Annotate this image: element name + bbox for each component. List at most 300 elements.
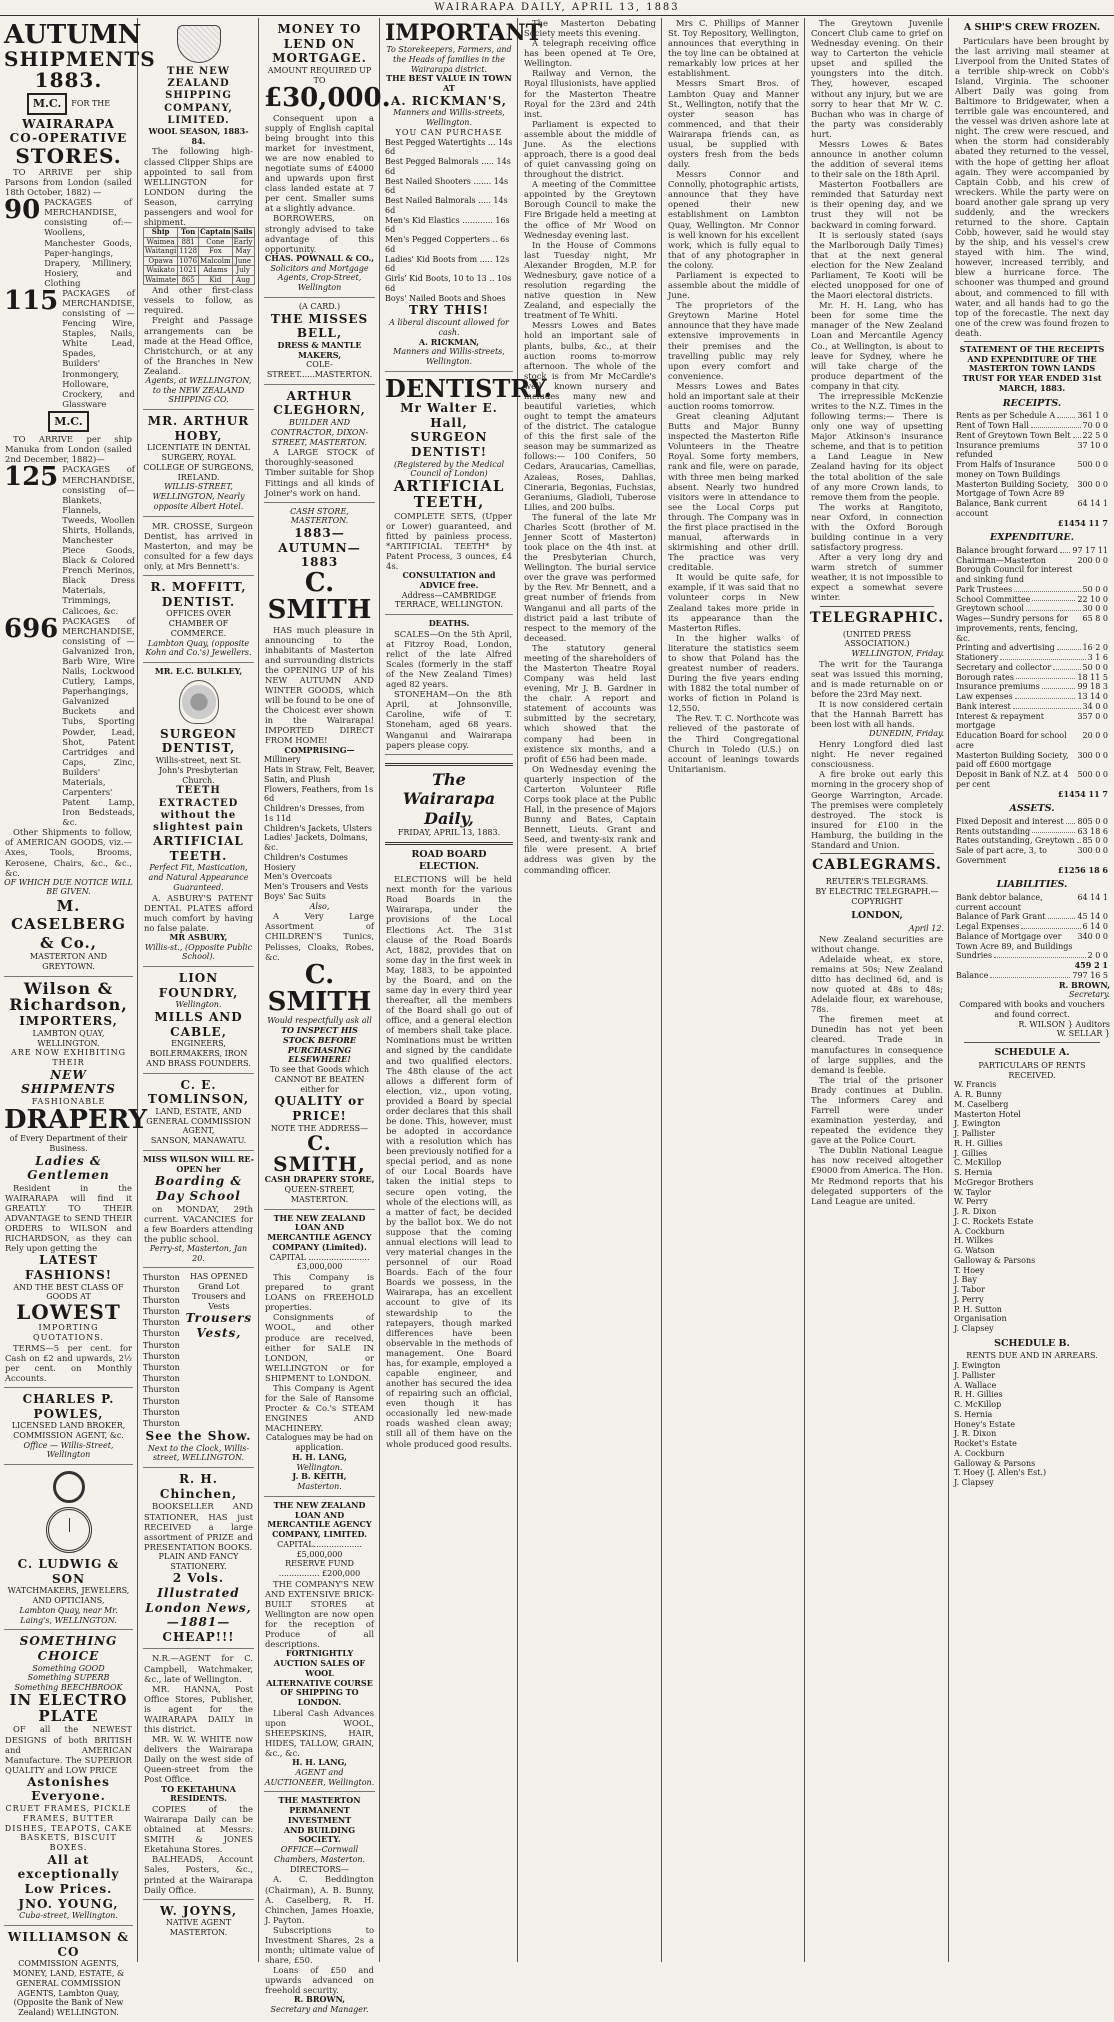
ad-text: Something GOOD <box>32 1663 105 1673</box>
ad-rickman <box>385 18 542 372</box>
ad-moffitt <box>143 576 254 663</box>
row-value: 50 0 0 <box>1082 584 1108 594</box>
news-item: Henry Longford died last night. He never regained consciousness. <box>811 739 943 770</box>
row-label: Legal Expenses <box>956 922 1020 932</box>
ad-powles <box>4 1388 133 1465</box>
table-cell: Opawa <box>144 256 178 266</box>
news-item: In the higher walks of literature the statistics seem to show that Poland has the greatest number of readers. During the five years ending with 1882 the total number of works of fiction in Poland is 12,550. <box>668 632 799 714</box>
ad-text: COMPRISING— <box>284 744 355 755</box>
ad-text: Other Shipments to follow, of AMERICAN GOODS, viz.— Axes, Tools, Brooms, Kerosene, Chairs, &c., &c., &c. <box>5 827 132 878</box>
firm-name: Wilson & Richardson, <box>9 978 128 1015</box>
ad-text: And other first-class vessels to follow, as required. <box>144 285 253 316</box>
ad-heading: TEETH EXTRACTED without the slightest pain <box>153 785 244 833</box>
leader-dots <box>1032 827 1075 834</box>
thurston-name: Thurston <box>143 1340 180 1350</box>
ad-signature: H. H. LANG, <box>292 1757 347 1768</box>
firm-name: A. RICKMAN'S, <box>391 93 507 108</box>
ad-signature: J. B. KEITH, <box>292 1471 347 1482</box>
news-item: Parliament is expected to assemble about the middle of June. As the elections approach, there is a good deal of quiet canvassing going on throughout the district. <box>524 118 656 180</box>
schedule-heading: SCHEDULE B. <box>994 1337 1070 1349</box>
notice-text: COPIES of the Wairarapa Daily can be obtained at Messrs. SMITH & JONES Eketahuna Stores. <box>144 1804 253 1855</box>
row-label: Greytown school <box>956 604 1024 614</box>
notice-text: MR. HANNA, Post Office Stores, Publisher, is agent for the WAIRARAPA DAILY in this district. <box>144 1683 253 1735</box>
table-header: Captain <box>200 227 231 237</box>
table-heading: EXPENDITURE. <box>989 532 1075 544</box>
firm-name: R. H. Chinchen, <box>159 1472 238 1501</box>
notice-text: BALHEADS, Account Sales, Posters, &c., printed at the Wairarapa Daily Office. <box>144 1854 253 1895</box>
news-item: The Masterton Debating Society meets this evening. <box>524 18 656 39</box>
statement-row <box>954 731 1110 751</box>
ad-text: PLAIN AND FANCY STATIONERY. <box>158 1551 239 1571</box>
ad-text: A liberal discount allowed for cash. <box>389 318 509 337</box>
statement-row <box>954 932 1110 952</box>
statement-row <box>954 712 1110 732</box>
row-value: 63 18 6 <box>1077 826 1108 836</box>
ad-text: ENGINEERS, BOILERMAKERS, IRON AND BRASS FOUNDERS. <box>146 1039 251 1068</box>
row-value: 85 0 0 <box>1082 836 1108 846</box>
ad-heading: MONEY TO LEND ON MORTGAGE. <box>272 22 367 66</box>
ad-text: QUEEN-STREET, MASTERTON. <box>284 1185 355 1204</box>
ad-heading: IMPORTANT <box>385 20 542 46</box>
ad-heading: THE NEW ZEALAND SHIPPING COMPANY, LIMITED. <box>164 66 233 126</box>
statement-row <box>954 585 1110 595</box>
deaths-section <box>385 615 513 755</box>
ad-heading: CHEAP!!! <box>162 1629 235 1644</box>
ad-heading: All at exceptionally Low Prices. <box>17 1852 120 1897</box>
table-header: Ton <box>178 228 199 238</box>
ad-text: THE COMPANY'S NEW AND EXTENSIVE BRICK-BUILT STORES at Wellington are now open for the reception of Produce of all descriptions. <box>265 1578 374 1650</box>
schedule-sub: PARTICULARS OF RENTS RECEIVED. <box>978 1060 1086 1080</box>
ad-text: AMOUNT REQUIRED UP TO <box>267 65 372 85</box>
firm-name: ARTHUR CLEGHORN, <box>273 388 366 418</box>
ad-text: BOOKSELLER AND STATIONER, HAS just RECEIVED a large assortment of PRIZE and PRESENTATION BOOKS. <box>144 1501 253 1552</box>
ad-school <box>143 1151 254 1269</box>
row-label: Printing and advertising <box>956 643 1055 653</box>
ad-text: This Company is prepared to grant LOANS on FREEHOLD properties. <box>265 1272 374 1313</box>
ad-text: Liberal Cash Advances upon WOOL, SHEEPSKINS, HAIR, HIDES, TALLOW, GRAIN, &c., &c. <box>265 1707 374 1759</box>
ad-heading: QUALITY or PRICE! <box>274 1094 365 1123</box>
row-label: Insurance premiums <box>956 682 1040 692</box>
amount: £30,000. <box>264 83 391 114</box>
firm-name: M. CASELBERG & Co., <box>11 897 126 952</box>
leader-dots <box>1077 836 1081 843</box>
leader-dots <box>1016 673 1076 680</box>
news-item: Great cleaning Adjutant Butts and Major Bunny inspected the Masterton Rifle Volunteers in the Theatre Royal. Some forty members, rank and file, were on parade, with three men being marked absent. Nearly two hundred visitors were in attendance to see the Local Corps put through. The Company was in the first place practised in the manual, afterwards in skirmishing and other drill. The practice was very creditable. <box>668 411 799 573</box>
ad-text: SANSON, MANAWATU. <box>150 1136 247 1146</box>
ad-text: of Every Department of their Business. <box>9 1134 128 1153</box>
table-cell: 881 <box>178 237 199 247</box>
ad-text: Next to the Clock, Willis-street, WELLINGTON. <box>147 1443 250 1463</box>
table-row <box>144 247 255 257</box>
leader-dots <box>1042 682 1076 689</box>
leader-dots <box>1021 922 1080 929</box>
table-cell: Early <box>233 237 253 246</box>
row-label: Stationery <box>956 653 999 663</box>
row-value: 357 0 0 <box>1077 711 1108 721</box>
news-item: Messrs Smart Bros. of Lambton Quay and Manner St., Wellington, notify that the oyster season has commenced, and that their Wairarapa friends can, as usual, be supplied with oysters fresh from the beds daily. <box>668 78 799 170</box>
ladies-heading: Ladies & Gentlemen <box>27 1153 110 1183</box>
news-item: Mrs C. Phillips of Manner St. Toy Repository, Wellington, announces that everything in the toy line can be obtained at remarkably low prices at her establishment. <box>668 18 799 79</box>
ad-text: CAPITAL ........................ £3,000,000 <box>269 1252 370 1272</box>
ad-text: A Very Large Assortment of CHILDREN'S Tunics, Pelisses, Cloaks, Robes, &c. <box>265 911 374 962</box>
statement-row <box>954 893 1110 913</box>
ad-text: NOTE THE ADDRESS— <box>270 1123 369 1133</box>
ad-chinchen <box>143 1468 254 1649</box>
row-label: Deposit in Bank of N.Z. at 4 per cent <box>956 770 1069 789</box>
table-cell: Aug <box>232 275 254 285</box>
firm-location: Office — Willis-Street, Wellington <box>23 1440 114 1460</box>
ad-text: Willis-st., (Opposite Public School). <box>144 942 253 962</box>
news-item: The Dublin National League has now received altogether £9000 from America. The Hon. Mr Redmond reports that his delegated supporters of the Land League are united. <box>811 1145 943 1206</box>
news-item: The firemen meet at Dunedin has not yet been cleared. Trade in manufactures in consequence of large supplies, and the demand is feeble. <box>811 1014 943 1075</box>
notice-heading: TO EKETAHUNA RESIDENTS. <box>161 1783 236 1804</box>
liabilities-total <box>954 961 1110 971</box>
ad-text: Willis-street, next St. John's Presbyterian Church. <box>155 756 242 785</box>
news-item: Messrs Lowes and Bates hold an important sale at their auction rooms tomorrow. <box>668 380 799 411</box>
news-item: The proprietors of the Greytown Marine Hotel announce that they have made extensive improvements in their premises and the travelling public may rely upon every comfort and convenience. <box>668 300 799 381</box>
thurston-name: Thurston <box>143 1396 180 1406</box>
ad-text: PACKAGES of MERCHANDISE, consisting of — Galvanized Iron, Barb Wire, Wire Nails, Lockwood Cutlery, Lamps, Paperhangings, Galvanized Buckets and Tubs, Sporting Powder, Lead, Shot, Patent Cartridges and Caps, Zinc, Builders' Materials, Carpenters' Patent Lamp, Iron Bedsteads, &c. <box>62 615 135 828</box>
row-value: 22 5 0 <box>1082 430 1108 440</box>
mc-logo: M.C. <box>48 411 88 432</box>
ad-text: AGENT and AUCTIONEER, Wellington. <box>264 1767 375 1787</box>
ad-text: A LARGE STOCK of thoroughly-seasoned Timber suitable for Shop Fittings and all kinds of Joiner's work on hand. <box>265 447 374 498</box>
statement-row <box>954 546 1110 556</box>
ships-table <box>143 227 255 285</box>
statement-row <box>954 912 1110 922</box>
news-item: A fire broke out early this morning in the grocery shop of George Warrington, Arcade. The premises were completely destroyed. The stock is insured for £100 in the Hamburg, the building in the Standard and Union. <box>811 769 943 850</box>
table-cell: 1128 <box>179 247 198 256</box>
ad-text: DRESS & MANTLE MAKERS, <box>277 339 362 360</box>
row-value: 16 2 0 <box>1082 643 1108 653</box>
leader-dots <box>1066 817 1076 824</box>
latest-fashions: LATEST FASHIONS! <box>24 1253 113 1282</box>
leader-dots <box>1048 912 1076 919</box>
ad-text: FASHIONABLE <box>31 1097 106 1107</box>
firm-sub: IMPORTERS, <box>19 1014 118 1029</box>
row-value: 340 0 0 <box>1077 931 1108 941</box>
row-label: Borough rates <box>956 672 1014 682</box>
statement-row <box>954 421 1110 431</box>
table-row <box>144 237 255 247</box>
statement-row <box>954 702 1110 712</box>
notice-text: STONEHAM—On the 8th April, at Johnsonville, Caroline, wife of T. Stoneham, aged 68 years. Wanganui and Wairarapa papers please copy. <box>386 689 512 750</box>
thurston-name: Thurston <box>143 1329 180 1339</box>
ad-title: AUTUMN <box>4 20 142 50</box>
receipts-total <box>954 519 1110 529</box>
ad-text: Perfect Fit, Mastication, and Natural Appearance Guaranteed. <box>148 863 249 892</box>
ad-text: Wellington. <box>175 1000 222 1010</box>
ad-cleghorn <box>264 385 375 503</box>
statement-row <box>954 692 1110 702</box>
firm-name: WILLIAMSON & CO <box>7 1930 130 1959</box>
count-696: 696 <box>4 613 59 644</box>
ad-heading: TRY THIS! <box>408 303 490 318</box>
ad-ludwig <box>4 1465 133 1630</box>
ad-text: Subscriptions to Investment Shares, 2s a month; ultimate value of share, £50. <box>265 1924 374 1966</box>
ad-text: Wellington. <box>296 1462 343 1472</box>
dateline: April 12. <box>908 923 944 933</box>
statement-row <box>954 827 1110 837</box>
table-cell: Malcolm <box>200 256 231 265</box>
ad-heading: 2 Vols. <box>172 1571 225 1586</box>
total-value: £1454 11 7 <box>1057 788 1108 799</box>
notice-text: N.R.—AGENT for C. Campbell, Watchmaker, &c., late of Wellington. <box>144 1653 253 1684</box>
mc-logo: M.C. <box>27 93 67 114</box>
statement-row <box>954 480 1110 500</box>
statement-row <box>954 836 1110 846</box>
assets-list <box>954 817 1110 866</box>
ad-text: Perry-st, Masterton, Jan 20. <box>149 1243 248 1263</box>
ad-text: A. ASBURY'S PATENT DENTAL PLATES afford much comfort by having no false palate. <box>144 892 253 933</box>
statement-row <box>954 431 1110 441</box>
column-8 <box>950 18 1114 1962</box>
thurston-name: Thurston <box>143 1407 180 1417</box>
ad-text: Address—CAMBRIDGE TERRACE, WELLINGTON. <box>394 590 504 610</box>
ad-text: OF all the NEWEST DESIGNS of both BRITISH and AMERICAN Manufacture. The SUPERIOR QUALITY and LOW PRICE <box>5 1724 132 1775</box>
ad-text: IMPORTING QUOTATIONS. <box>33 1323 104 1342</box>
row-label: Wages—Sundry persons for improvements, rents, fencing, &c. <box>956 614 1078 643</box>
count-125: 125 <box>4 462 59 493</box>
ad-text: NEW SHIPMENTS <box>21 1067 116 1097</box>
firm-name: JNO. YOUNG, <box>18 1896 119 1911</box>
firm-name: THE MISSES BELL, <box>270 311 369 341</box>
news-item: Masterton Footballers are reminded that Saturday next is their opening day, and we trust they will not be backward in coming forward. <box>811 179 943 230</box>
table-cell: Waimate <box>145 275 176 284</box>
ad-crosse <box>143 517 254 576</box>
ad-text: Manners and Willis-streets, Wellington. <box>393 108 505 128</box>
liabilities-list <box>954 893 1110 961</box>
news-item: Adelaide wheat, ex store, remains at 50s; New Zealand ditto has declined 6d, and is now quoted at 48s to 48s; Adelaide flour, ex warehouse, 78s. <box>811 953 943 1015</box>
ad-signature: R. BROWN, <box>293 1994 346 2005</box>
ad-text: PACKAGES of MERCHANDISE, consisting of — Fencing Wire, Staples, Nails, White Lead, Spades, Builders' Ironmongery, Holloware, Crockery, and Glassware <box>62 287 135 409</box>
firm-name: MILLS AND CABLE, <box>154 1010 243 1039</box>
table-cell: Waikato <box>144 266 178 276</box>
row-value: 64 14 1 <box>1077 499 1108 508</box>
news-item: The Rev. T. C. Northcote was relieved of the pastorate of the Third Congregational Church in Toledo (U.S.) on account of leanings towards Unitarianism. <box>668 713 799 774</box>
ad-text: Secretary and Manager. <box>270 2005 369 2015</box>
total-value: £1454 11 7 <box>1057 517 1108 528</box>
leader-dots <box>1057 411 1075 418</box>
leader-dots <box>1015 692 1076 699</box>
ad-heading: SURGEON DENTIST, <box>160 726 237 756</box>
news-item: The statutory general meeting of the shareholders of the Masterton Theatre Royal Company was held last evening, Mr J. B. Gardner in the chair. A report and statement of accounts was submitted by the secretary, which showed that the company had been in existence six months, and a profit of £56 had been made. <box>524 642 656 764</box>
expenditure-list <box>954 546 1110 790</box>
statement-heading: STATEMENT OF THE RECEIPTS AND EXPENDITURE OF THE MASTERTON TOWN LANDS TRUST FOR YEAR ENDED 31st MARCH, 1883. <box>959 343 1105 393</box>
row-value: 805 0 0 <box>1077 816 1108 826</box>
table-cell: Fox <box>199 247 233 257</box>
ad-misses-bell <box>264 298 375 385</box>
ad-sub: WOOL SEASON, 1883-84. <box>148 125 249 146</box>
balance-label: Balance <box>956 970 989 980</box>
notice-text: MR. W. W. WHITE now delivers the Wairarapa Daily on the west side of Queen-street from the Post Office. <box>144 1734 253 1785</box>
row-value: 97 17 11 <box>1072 545 1108 555</box>
leader-dots <box>1073 431 1081 438</box>
ad-text: OFFICE—Cornwall Chambers, Masterton. <box>273 1845 366 1864</box>
news-item: In the House of Commons last Tuesday night, Mr Alexander Brogden, M.P. for Wednesbury, gave notice of a resolution regarding the native question in New Zealand, and especially the treatment of Te Whiti. <box>524 239 656 321</box>
statement-row <box>954 817 1110 827</box>
issue-date: FRIDAY, APRIL 13, 1883. <box>397 828 501 838</box>
ad-lion-foundry <box>143 967 254 1074</box>
thurston-name: Thurston <box>143 1374 180 1384</box>
firm-name: C. SMITH, <box>273 1131 366 1177</box>
row-value: 64 14 1 <box>1077 892 1108 902</box>
dateline: LONDON, <box>851 910 903 922</box>
ad-text: CASH DRAPERY STORE, <box>264 1174 375 1185</box>
row-value: 300 0 0 <box>1077 479 1108 489</box>
ad-heading: AND BUILDING SOCIETY. <box>283 1824 356 1845</box>
ad-text: HAS much pleasure in announcing to the inhabitants of Masterton and surrounding districts the OPENING UP of his NEW AUTUMN AND WINTER GOODS, which will be found to be one of the Choicest ever shown in the Wairarapa! IMPORTED DIRECT FROM HOME! <box>265 624 374 746</box>
coop-name-2: CO-OPERATIVE <box>9 131 128 146</box>
ad-nz-shipping <box>143 18 254 410</box>
firm-name: MR. E.C. BULKLEY, <box>154 666 243 677</box>
table-row <box>144 256 255 266</box>
thurston-name: Thurston <box>143 1284 180 1294</box>
ad-heading: THE MASTERTON PERMANENT INVESTMENT <box>278 1795 361 1825</box>
row-label: Law expenses <box>956 692 1013 702</box>
ad-text: ARE NOW EXHIBITING THEIR <box>10 1048 127 1068</box>
ad-text: Consequent upon a supply of English capital being brought into this market for investment, we are now enabled to negotiate sums of £4000 and upwards upon first class landed estate at 7 per cent. Smaller sums at a slightly advance. <box>265 112 374 214</box>
dateline: WELLINGTON, Friday. <box>851 649 944 659</box>
electro-heading: IN ELECTRO PLATE <box>9 1690 128 1725</box>
row-value: 300 0 0 <box>1077 846 1108 856</box>
table-heading: RECEIPTS. <box>1002 397 1062 409</box>
ad-heading: See the Show. <box>145 1429 252 1444</box>
news-item: New Zealand securities are without change. <box>811 933 943 954</box>
row-label: Balance, Bank current account <box>956 499 1048 518</box>
article-heading: A SHIP'S CREW FROZEN. <box>963 22 1101 33</box>
row-value: 22 10 0 <box>1077 594 1108 604</box>
ad-text: Solicitors and Mortgage Agents, Crop-Street, Wellington <box>270 263 369 293</box>
statement-row <box>954 751 1110 771</box>
row-value: 34 0 0 <box>1082 701 1108 711</box>
leader-dots <box>1060 546 1070 553</box>
row-value: 6 14 0 <box>1082 922 1108 932</box>
ad-text: HAS OPENED Grand Lot Trousers and Vests <box>189 1272 248 1311</box>
firm-name: CHAS. POWNALL & CO., <box>264 252 375 263</box>
table-cell: July <box>232 266 254 276</box>
section-sub: BY ELECTRIC TELEGRAPH.—COPYRIGHT <box>815 886 939 906</box>
news-item: A meeting of the Committee appointed by the Greytown Borough Council to make the Fire Brigade held a meeting at the office of Mr Wood on Wednesday evening last. <box>524 179 656 240</box>
row-value: 2 0 0 <box>1087 951 1108 961</box>
thurston-name: Thurston <box>143 1418 180 1428</box>
statement-row <box>954 604 1110 614</box>
coat-of-arms-icon <box>179 680 219 724</box>
ad-heading: ALTERNATIVE COURSE OF SHIPPING TO LONDON. <box>266 1677 373 1708</box>
table-cell: May <box>232 247 254 257</box>
ad-text: BORROWERS, on strongly advised to take advantage of this opportunity. <box>265 213 374 254</box>
table-row <box>144 266 255 276</box>
row-label: Sundries <box>956 951 993 961</box>
row-value: 50 0 0 <box>1082 662 1108 672</box>
ad-heading: THE NEW ZEALAND LOAN AND MERCANTILE AGENCY COMPANY (Limited). <box>267 1212 372 1252</box>
leader-dots <box>1014 585 1080 592</box>
coop-name-3: STORES. <box>15 143 122 168</box>
ad-text: To see that Goods which CANNOT BE BEATEN either for <box>269 1065 370 1094</box>
table-heading: LIABILITIES. <box>996 879 1068 891</box>
news-item: The trial of the prisoner Brady continues at Dublin. The informers Carey and Farrell were under examination yesterday, and repeated the evidence they gave at the Police Court. <box>811 1074 943 1146</box>
ad-nz-loan-agency <box>264 1210 375 1497</box>
statement-row <box>954 643 1110 653</box>
divider <box>820 606 934 607</box>
leader-dots <box>1000 653 1085 660</box>
goods-list: Millinery Hats in Straw, Felt, Beaver, Satin, and Plush Flowers, Feathers, from 1s 6d Children's Dresses, from 1s 11d Children's Jackets, Ulsters Ladies' Jackets, Dolmans, &c. Children's Costumes Hosiery Men's Overcoats Men's Trousers and Vests Boys' Sac Suits <box>264 755 375 901</box>
firm-name: R. MOFFITT, DENTIST. <box>150 580 247 609</box>
news-item: The irrepressible McKenzie writes to the N.Z. Times in the following terms:— There is only one way of upsetting Major Atkinson's insurance scheme, and that is to petition a Land League in New Zealand having for its object the total abolition of the sale of any more Crown lands, to remove them from the people. <box>811 390 943 502</box>
row-value: 37 10 0 <box>1077 440 1108 450</box>
row-label: Park Trustees <box>956 584 1013 594</box>
ad-heading: ARTIFICIAL TEETH. <box>153 834 244 863</box>
total-value: 459 2 1 <box>1074 960 1108 971</box>
ad-text: Lambton Quay, (opposite Kohn and Co.'s) Jewellers. <box>145 638 252 658</box>
table-cell: 1021 <box>179 266 198 275</box>
pocket-watch-icon <box>46 1507 92 1553</box>
row-value: 45 14 0 <box>1077 912 1108 922</box>
total-value: £1256 18 6 <box>1057 864 1108 875</box>
count-115: 115 <box>4 285 59 316</box>
ad-heading: ARTIFICIAL TEETH, <box>393 477 505 511</box>
row-label: Masterton Building Society, Mortgage of Town Acre 89 <box>956 479 1069 499</box>
column-5 <box>519 18 662 1962</box>
leader-dots <box>1026 604 1081 611</box>
drapery-heading: DRAPERY <box>4 1104 148 1135</box>
ship-crest-icon <box>177 25 221 63</box>
table-cell: Cone <box>199 237 233 247</box>
divider <box>820 853 934 854</box>
column-3 <box>260 18 391 2015</box>
row-value: 99 18 3 <box>1077 682 1108 692</box>
ad-text: (Registered by the Medical Council of London) <box>393 459 505 479</box>
column-6 <box>663 18 805 1962</box>
ad-wilson-richardson <box>4 977 148 1388</box>
ad-text: This Company is Agent for the Sale of Ransome Procter & Co.'s STEAM ENGINES AND MACHINERY. <box>265 1382 374 1434</box>
table-cell: June <box>232 256 254 266</box>
news-item: Messrs Lowes & Bates announce in another column the addition of several items to their sale on the 18th April. <box>811 138 943 180</box>
row-label: Secretary and collector <box>956 662 1052 672</box>
section-heading: CABLEGRAMS. <box>812 857 942 874</box>
row-value: 18 11 5 <box>1077 672 1108 682</box>
ad-heading: SOMETHING CHOICE <box>19 1634 118 1664</box>
for-the: FOR THE <box>71 99 111 109</box>
thurston-name: Thurston <box>143 1273 180 1283</box>
thurston-name: Thurston <box>143 1362 180 1372</box>
ad-heading: Trousers <box>185 1311 253 1326</box>
statement-row <box>954 411 1110 421</box>
row-label: Sale of part acre, 3, to Government <box>956 846 1047 865</box>
ad-text: TERMS—5 per cent. for Cash on £2 and upwards, 2½ per cent. on Monthly Accounts. <box>5 1342 132 1383</box>
leader-dots <box>1053 663 1080 670</box>
ad-text: YOU CAN PURCHASE <box>395 127 503 137</box>
firm-name: C. E. TOMLINSON, <box>147 1077 250 1107</box>
thurston-name: Thurston <box>143 1351 180 1361</box>
ad-text: CAPITAL...................£5,000,000 <box>277 1539 362 1559</box>
ad-hoby <box>143 410 254 517</box>
ad-williamson <box>4 1926 133 2022</box>
ad-text: WILLIS-STREET, WELLINGTON, Nearly opposite Albert Hotel. <box>152 482 245 511</box>
signature-title: Secretary. <box>1068 990 1110 1000</box>
row-label: Balance brought forward <box>956 545 1058 555</box>
coop-name-1: WAIRARAPA <box>22 116 115 131</box>
ad-text: A. C. Beddington (Chairman), A. B. Bunny, A. Caselberg, R. H. Chinchen, James Hoaxie, J. Payton. <box>265 1874 374 1925</box>
row-label: Masterton Building Society, paid off £600 mortgage <box>956 750 1069 770</box>
statement-row <box>954 556 1110 585</box>
ad-joyns <box>143 1900 254 1942</box>
statement-row <box>954 653 1110 663</box>
prices-list: Best Pegged Watertights ... 14s 6d Best Pegged Balmorals ..... 14s 6d Best Nailed Shooters ....... 14s 6d Best Nailed Balmorals ..... 14s 6d Men's Kid Elastics ............ 16s 6d Men's Pegged Copperters .. 6s 6d Ladies' Kid Boots from ..... 12s 6d Girls' Kid Boots, 10 to 13 .. 10s 6d Boys' Nailed Boots and Shoes <box>385 137 513 303</box>
ad-text: OFFICES OVER CHAMBER OF COMMERCE. <box>166 609 231 638</box>
leader-dots <box>1032 595 1075 602</box>
ad-text: COLE-STREET......MASTERTON. <box>266 360 373 380</box>
